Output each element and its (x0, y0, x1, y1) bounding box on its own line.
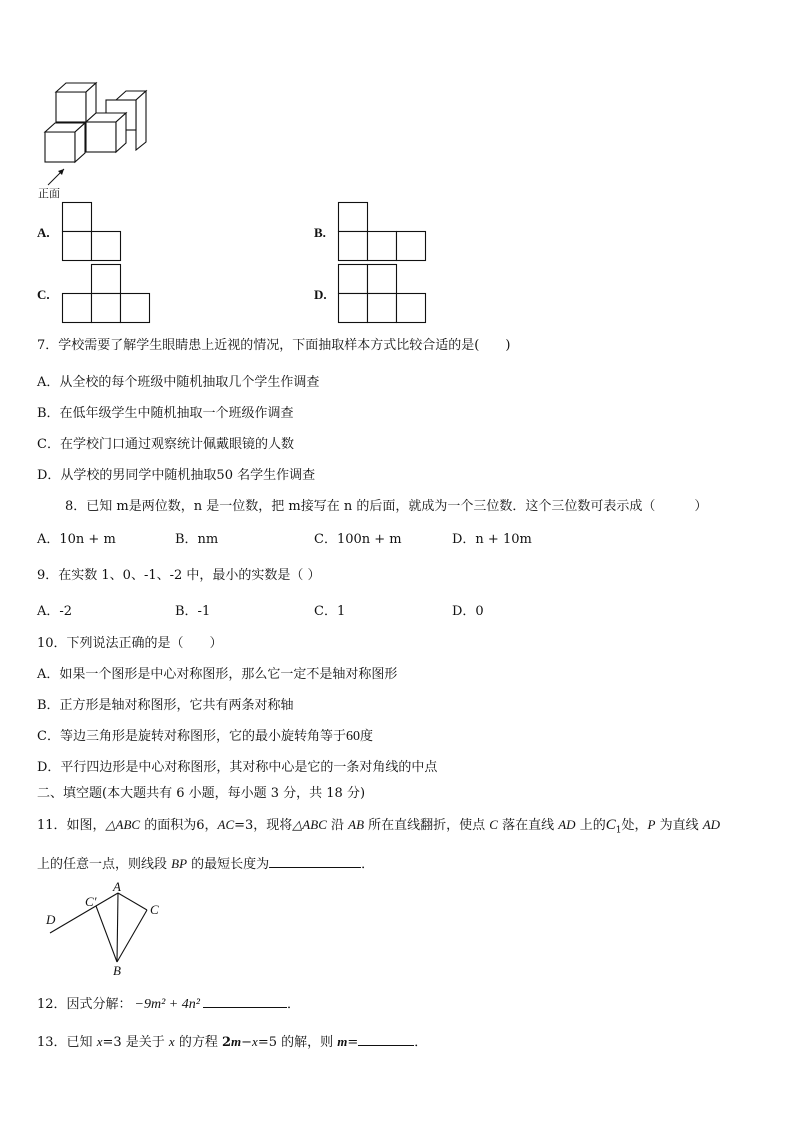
q11-text: 上的 (575, 818, 606, 833)
q11-point-p: P (647, 817, 656, 832)
q12-text: 12．因式分解： (37, 997, 132, 1012)
q9-option-c[interactable]: C．1 (314, 604, 346, 619)
q13-end: ． (414, 1035, 428, 1050)
section-2-title: 二、填空题(本大题共有 6 小题，每小题 3 分，共 18 分) (37, 786, 366, 801)
q10-option-d[interactable]: D．平行四边形是中心对称图形，其对称中心是它的一条对角线的中点 (37, 760, 438, 775)
option-b-view (338, 202, 430, 264)
q11-text: 的面积为6， (140, 818, 218, 833)
q13-text: =5 的解，则 (257, 1035, 338, 1050)
q13-minus: − (241, 1035, 253, 1050)
q11-text: 11．如图， (37, 818, 106, 833)
q7-option-a[interactable]: A．从全校的每个班级中随机抽取几个学生作调查 (37, 375, 320, 390)
q11-end: ． (361, 857, 375, 872)
q11-point-c: C (489, 817, 498, 832)
option-c-view (62, 264, 154, 326)
q11-segment-bp: BP (171, 856, 188, 871)
q11-segment-ac: AC (217, 817, 235, 832)
q10-stem: 10．下列说法正确的是（ ） (37, 636, 223, 651)
q13-var-x: x (252, 1034, 258, 1049)
q11-fig-label-d: D (46, 912, 56, 927)
q12-answer-blank[interactable] (203, 993, 287, 1008)
q11-point-c1: C (605, 817, 616, 833)
q11-line-ab: AB (348, 817, 365, 832)
q11-triangle-figure (40, 878, 170, 978)
option-b-label[interactable]: B. (314, 225, 326, 240)
q11-fig-label-cprime: C′ (85, 894, 97, 909)
q11-line-ad: AD (702, 817, 721, 832)
q13-text: =3 是关于 (102, 1035, 169, 1050)
q8-option-b[interactable]: B．nm (175, 532, 219, 547)
cube-stack-figure (40, 82, 150, 192)
q12-line (37, 993, 300, 1013)
q11-fig-label-c: C (150, 902, 159, 917)
q10-option-c[interactable] (37, 729, 373, 745)
q11-text: 沿 (326, 818, 349, 833)
front-view-label: 正面 (38, 187, 60, 200)
option-a-view (62, 202, 124, 264)
q10-option-c-angle: 60 (345, 729, 360, 744)
q11-text: 处， (621, 818, 648, 833)
q11-line-1 (37, 817, 720, 839)
q10-option-c-text: C．等边三角形是旋转对称图形，它的最小旋转角等于 (37, 729, 346, 744)
q11-line-ad: AD (558, 817, 576, 832)
q9-option-d[interactable]: D．0 (452, 604, 484, 619)
q13-answer-blank[interactable] (358, 1031, 414, 1046)
q7-stem: 7．学校需要了解学生眼睛患上近视的情况，下面抽取样本方式比较合适的是( ) (37, 338, 511, 353)
option-a-label[interactable]: A. (37, 225, 50, 240)
q10-option-b[interactable]: B．正方形是轴对称图形，它共有两条对称轴 (37, 698, 294, 713)
q11-fig-label-a: A (113, 879, 121, 894)
q11-text: 上的任意一点，则线段 (37, 857, 172, 872)
q11-line-2 (37, 853, 374, 873)
q9-option-a[interactable]: A．-2 (37, 604, 73, 619)
q11-point-c1-sub: 1 (615, 825, 622, 836)
q13-equals: = (347, 1035, 359, 1050)
q8-option-d[interactable]: D．n + 10m (452, 532, 532, 547)
q9-stem: 9．在实数 1、0、-1、-2 中，最小的实数是（ ） (37, 568, 321, 583)
q8-stem: 8．已知 m是两位数，n 是一位数，把 m接写在 n 的后面，就成为一个三位数．这个三位数可表示成（ ） (65, 499, 708, 514)
q7-option-d[interactable]: D．从学校的男同学中随机抽取50 名学生作调查 (37, 468, 316, 483)
q12-expression: −9m² + 4n² (134, 997, 200, 1012)
q13-line (37, 1031, 427, 1051)
q11-fig-label-b: B (113, 963, 121, 978)
q13-var-m: m (337, 1034, 348, 1049)
q13-var-x: x (96, 1034, 103, 1049)
q11-triangle: △ABC (292, 817, 327, 832)
q8-option-a[interactable]: A．10n + m (37, 532, 116, 547)
q7-option-c[interactable]: C．在学校门口通过观察统计佩戴眼镜的人数 (37, 437, 294, 452)
option-d-view (338, 264, 430, 326)
q9-option-b[interactable]: B．-1 (175, 604, 211, 619)
q7-option-b[interactable]: B．在低年级学生中随机抽取一个班级作调查 (37, 406, 294, 421)
q11-text: =3，现将 (234, 818, 293, 833)
q10-option-c-unit: 度 (359, 729, 373, 744)
q13-text: 的方程 (174, 1035, 222, 1050)
q13-var-m: m (231, 1034, 242, 1049)
option-d-label[interactable]: D. (314, 287, 327, 302)
q11-text: 所在直线翻折，使点 (364, 818, 490, 833)
q13-var-x: x (168, 1034, 175, 1049)
q10-option-a[interactable]: A．如果一个图形是中心对称图形，那么它一定不是轴对称图形 (37, 667, 398, 682)
option-c-label[interactable]: C. (37, 287, 50, 302)
q11-text: 的最短长度为 (187, 857, 270, 872)
q13-text: 13．已知 (37, 1035, 97, 1050)
q13-coef: 2 (221, 1035, 231, 1050)
q11-text: 为直线 (655, 818, 703, 833)
q12-end: ． (286, 997, 300, 1012)
q8-option-c[interactable]: C．100n + m (314, 532, 402, 547)
q11-answer-blank[interactable] (269, 853, 361, 868)
q11-text: 落在直线 (497, 818, 559, 833)
q11-triangle: △ABC (105, 817, 141, 832)
